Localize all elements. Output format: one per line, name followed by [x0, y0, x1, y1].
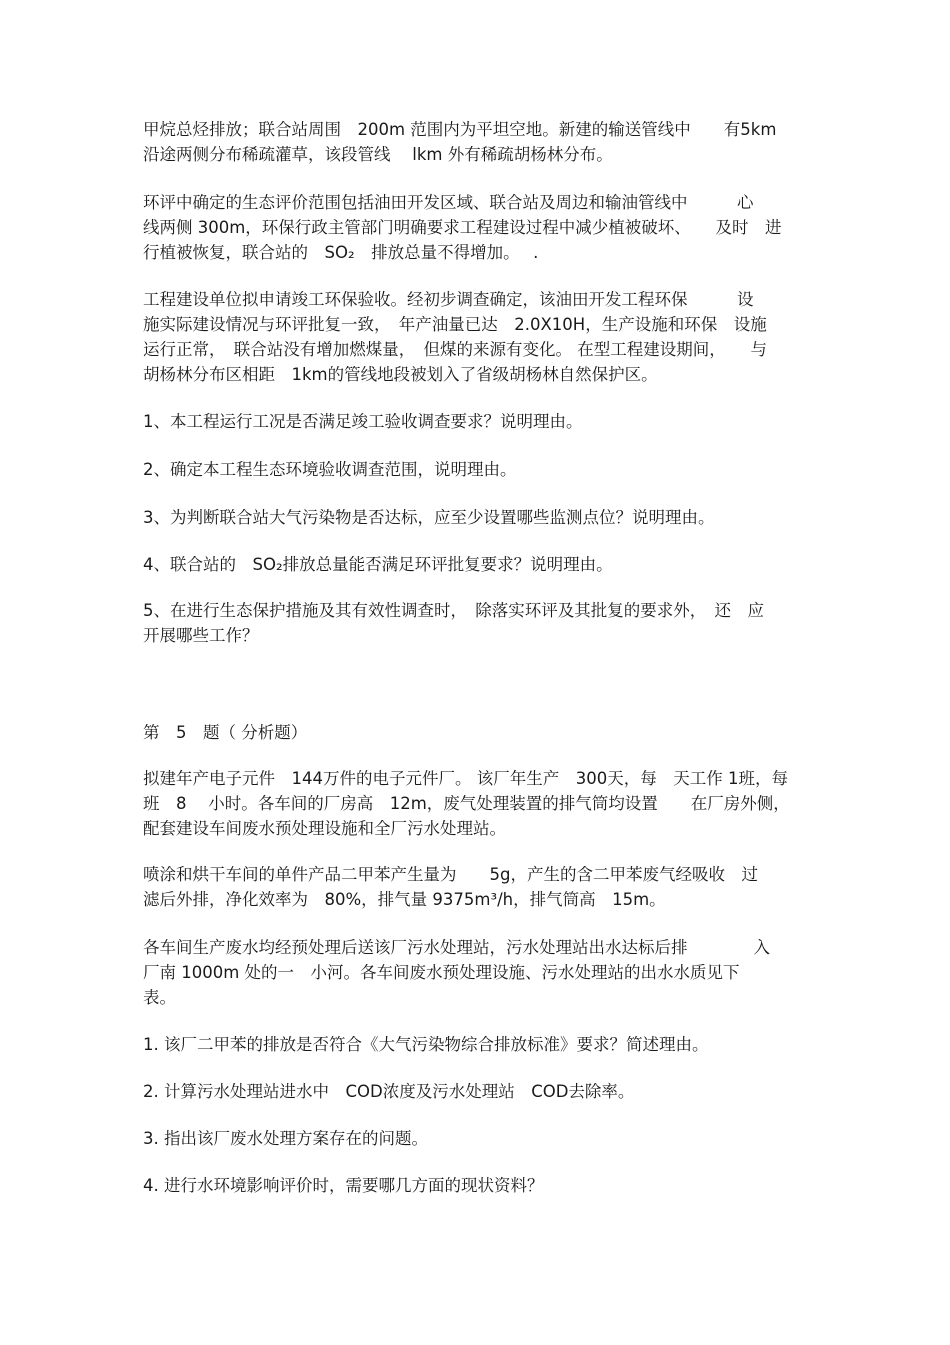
question-item: 1、本工程运行工况是否满足竣工验收调查要求？说明理由。	[143, 412, 583, 431]
paragraph-line: 拟建年产电子元件 144万件的电子元件厂。 该厂年生产 300天，每 天工作 1班，每	[143, 769, 788, 788]
paragraph-line: 各车间生产废水均经预处理后送该厂污水处理站，污水处理站出水达标后排 入	[143, 938, 770, 957]
paragraph-line: 施实际建设情况与环评批复一致， 年产油量已达 2.0X10H，生产设施和环保 设施	[143, 315, 767, 334]
question-heading: 第 5 题（ 分析题）	[143, 723, 308, 742]
paragraph-line: 喷涂和烘干车间的单件产品二甲苯产生量为 5g，产生的含二甲苯废气经吸收 过	[143, 865, 758, 884]
question-item: 3、为判断联合站大气污染物是否达标，应至少设置哪些监测点位？说明理由。	[143, 508, 715, 527]
paragraph-line: 线两侧 300m，环保行政主管部门明确要求工程建设过程中减少植被破坏、 及时 进	[143, 218, 782, 237]
paragraph-line: 胡杨林分布区相距 1km的管线地段被划入了省级胡杨林自然保护区。	[143, 365, 658, 384]
question-item: 5、在进行生态保护措施及其有效性调查时， 除落实环评及其批复的要求外， 还 应	[143, 601, 764, 620]
question-item: 4、联合站的 SO₂排放总量能否满足环评批复要求？说明理由。	[143, 555, 613, 574]
question-item: 4. 进行水环境影响评价时，需要哪几方面的现状资料？	[143, 1176, 544, 1195]
paragraph-line: 沿途两侧分布稀疏灌草，该段管线 lkm 外有稀疏胡杨林分布。	[143, 145, 613, 164]
question-item: 3. 指出该厂废水处理方案存在的问题。	[143, 1129, 428, 1148]
paragraph-line: 配套建设车间废水预处理设施和全厂污水处理站。	[143, 819, 506, 838]
paragraph-line: 滤后外排，净化效率为 80%，排气量 9375m³/h，排气筒高 15m。	[143, 890, 666, 909]
question-item: 2、确定本工程生态环境验收调查范围，说明理由。	[143, 460, 517, 479]
paragraph-line: 表。	[143, 988, 176, 1007]
paragraph-line: 运行正常， 联合站没有增加燃煤量， 但煤的来源有变化。 在型工程建设期间， 与	[143, 340, 767, 359]
paragraph-line: 班 8 小时。各车间的厂房高 12m，废气处理装置的排气筒均设置 在厂房外侧，	[143, 794, 790, 813]
paragraph-line: 厂南 1000m 处的一 小河。各车间废水预处理设施、污水处理站的出水水质见下	[143, 963, 740, 982]
question-item: 2. 计算污水处理站进水中 COD浓度及污水处理站 COD去除率。	[143, 1082, 635, 1101]
question-item: 1. 该厂二甲苯的排放是否符合《大气污染物综合排放标准》要求？简述理由。	[143, 1035, 709, 1054]
paragraph-line: 行植被恢复，联合站的 SO₂ 排放总量不得增加。 .	[143, 243, 539, 262]
paragraph-line: 环评中确定的生态评价范围包括油田开发区域、联合站及周边和输油管线中 心	[143, 193, 754, 212]
question-item: 开展哪些工作？	[143, 626, 259, 645]
paragraph-line: 工程建设单位拟申请竣工环保验收。经初步调查确定，该油田开发工程环保 设	[143, 290, 754, 309]
paragraph-line: 甲烷总烃排放；联合站周围 200m 范围内为平坦空地。新建的输送管线中 有5km	[143, 120, 777, 139]
